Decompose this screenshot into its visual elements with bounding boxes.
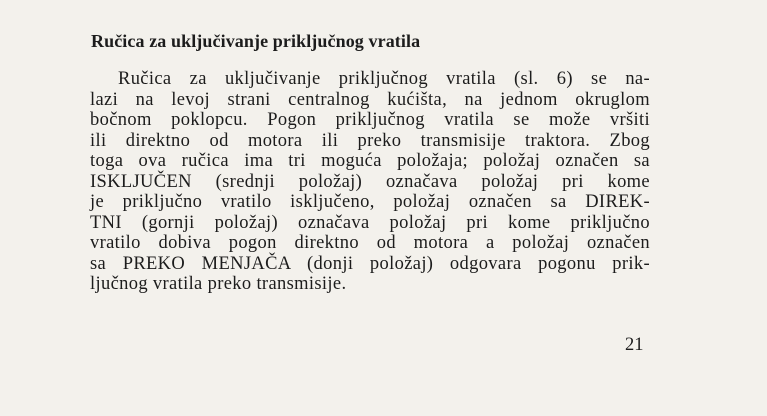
- paragraph-line: lazi na levoj strani centralnog kućišta, na jednom okruglom: [90, 89, 650, 110]
- paragraph-line: bočnom poklopcu. Pogon priključnog vratila se može vršiti: [90, 110, 650, 130]
- paragraph-line: sa PREKO MENJAČA (donji položaj) odgovara pogonu prik-: [90, 253, 650, 274]
- paragraph-line: toga ova ručica ima tri moguća položaja; položaj označen sa: [90, 151, 650, 171]
- paragraph-line: ISKLJUČEN (srednji položaj) označava položaj pri kome: [90, 171, 650, 192]
- paragraph-line: vratilo dobiva pogon direktno od motora a položaj označen: [90, 233, 650, 253]
- section-heading: Ručica za uključivanje priključnog vratila: [91, 31, 421, 51]
- page-number: 21: [625, 335, 644, 355]
- paragraph-line: ljučnog vratila preko transmisije.: [90, 274, 347, 294]
- paragraph-line: je priključno vratilo isključeno, položaj označen sa DIREK-: [90, 192, 650, 212]
- paragraph-line: ili direktno od motora ili preko transmisije traktora. Zbog: [90, 130, 650, 151]
- body-paragraph: [90, 69, 650, 295]
- paragraph-line: Ručica za uključivanje priključnog vratila (sl. 6) se na-: [118, 69, 650, 89]
- paragraph-line: TNI (gornji položaj) označava položaj pri kome priključno: [90, 212, 650, 233]
